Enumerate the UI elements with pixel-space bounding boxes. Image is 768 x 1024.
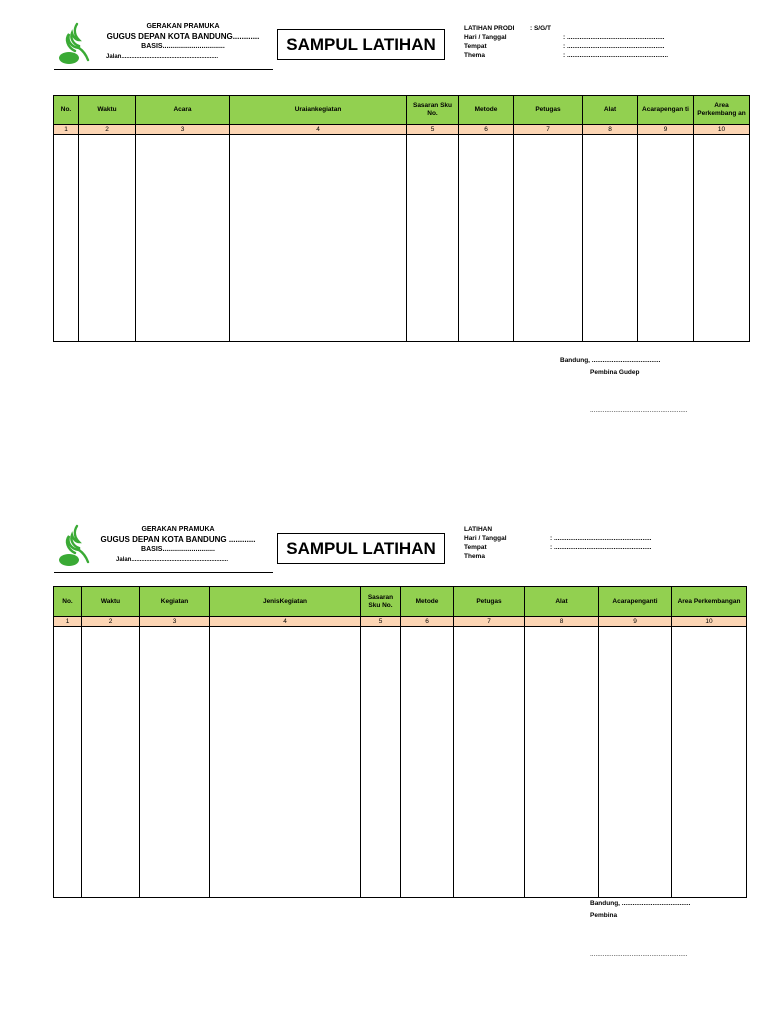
org-line-4: Jalan..........................................................	[106, 54, 219, 60]
col-header: Sasaran Sku No.	[361, 587, 401, 617]
col-header: JenisKegiatan	[210, 587, 361, 617]
entry-cell[interactable]	[210, 627, 361, 898]
entry-area	[54, 135, 750, 342]
info-label: LATIHAN	[464, 526, 493, 533]
info-row	[464, 525, 652, 534]
info-value: : ......................................................	[563, 34, 665, 41]
info-value: : ......................................................	[563, 43, 665, 50]
number-row	[54, 125, 750, 135]
col-header: Uraiankegiatan	[230, 96, 407, 125]
col-header: Petugas	[454, 587, 525, 617]
col-header: Sasaran Sku No.	[407, 96, 459, 125]
info-label: Hari / Tanggal	[464, 535, 507, 542]
col-header: Acarapenganti	[599, 587, 672, 617]
form-title: SAMPUL LATIHAN	[277, 533, 445, 564]
tunas-kelapa-logo-icon	[55, 22, 91, 66]
info-label: Thema	[464, 52, 485, 59]
col-header: No.	[54, 587, 82, 617]
org-line-4: Jalan..........................................................	[116, 557, 229, 563]
info-row	[464, 552, 652, 561]
col-number: 1	[54, 617, 82, 627]
org-header	[88, 525, 268, 565]
col-header: Acarapengan ti	[638, 96, 694, 125]
col-header: Area Perkembang an	[694, 96, 750, 125]
tunas-kelapa-logo-icon	[55, 524, 91, 568]
info-block	[464, 525, 652, 561]
entry-cell[interactable]	[136, 135, 230, 342]
col-number: 8	[525, 617, 599, 627]
info-row	[464, 42, 668, 51]
signature-role: Pembina	[590, 912, 618, 919]
org-line-3: BASIS...........................	[141, 546, 215, 553]
entry-cell[interactable]	[361, 627, 401, 898]
entry-cell[interactable]	[525, 627, 599, 898]
info-row	[464, 543, 652, 552]
org-line-1: GERAKAN PRAMUKA	[141, 526, 215, 533]
org-underline	[54, 572, 273, 573]
col-header: Alat	[583, 96, 638, 125]
number-row	[54, 617, 747, 627]
info-row	[464, 24, 668, 33]
col-number: 10	[672, 617, 747, 627]
col-header: Waktu	[79, 96, 136, 125]
info-row	[464, 33, 668, 42]
info-row	[464, 51, 668, 60]
org-line-2: GUGUS DEPAN KOTA BANDUNG............	[106, 32, 260, 41]
col-number: 5	[407, 125, 459, 135]
entry-cell[interactable]	[54, 135, 79, 342]
col-number: 9	[638, 125, 694, 135]
col-number: 5	[361, 617, 401, 627]
entry-cell[interactable]	[230, 135, 407, 342]
info-label: Tempat	[464, 544, 487, 551]
entry-cell[interactable]	[459, 135, 514, 342]
info-label: LATIHAN PRODI	[464, 25, 515, 32]
signature-place-date: Bandung, ......................................	[560, 357, 661, 364]
col-number: 10	[694, 125, 750, 135]
org-line-3: BASIS................................	[141, 43, 225, 50]
col-number: 2	[79, 125, 136, 135]
entry-cell[interactable]	[407, 135, 459, 342]
col-number: 6	[401, 617, 454, 627]
col-header: Petugas	[514, 96, 583, 125]
entry-cell[interactable]	[672, 627, 747, 898]
signature-role: Pembina Gudep	[590, 369, 640, 376]
col-number: 6	[459, 125, 514, 135]
col-header: Metode	[401, 587, 454, 617]
col-number: 9	[599, 617, 672, 627]
org-underline	[54, 69, 273, 70]
col-header: No.	[54, 96, 79, 125]
header-row	[54, 96, 750, 125]
entry-cell[interactable]	[401, 627, 454, 898]
signature-line: ......................................................	[590, 951, 688, 958]
entry-area	[54, 627, 747, 898]
col-header: Area Perkembangan	[672, 587, 747, 617]
signature-line: ......................................................	[590, 407, 688, 414]
entry-cell[interactable]	[454, 627, 525, 898]
info-value: : ......................................................	[550, 535, 652, 542]
entry-cell[interactable]	[514, 135, 583, 342]
org-header	[98, 22, 268, 62]
info-block	[464, 24, 668, 60]
entry-cell[interactable]	[82, 627, 140, 898]
info-row	[464, 534, 652, 543]
header-row	[54, 587, 747, 617]
col-header: Metode	[459, 96, 514, 125]
col-number: 2	[82, 617, 140, 627]
signature-place-date: Bandung, ......................................	[590, 900, 691, 907]
entry-cell[interactable]	[79, 135, 136, 342]
info-value: : ......................................................	[550, 544, 652, 551]
info-value: : ........................................................	[563, 52, 669, 59]
col-header: Alat	[525, 587, 599, 617]
col-number: 7	[514, 125, 583, 135]
col-header: Kegiatan	[140, 587, 210, 617]
entry-cell[interactable]	[694, 135, 750, 342]
col-number: 8	[583, 125, 638, 135]
col-number: 3	[140, 617, 210, 627]
info-label: Thema	[464, 553, 485, 560]
activity-table	[53, 586, 747, 898]
col-header: Waktu	[82, 587, 140, 617]
info-value: : S/G/T	[530, 25, 551, 32]
org-line-2: GUGUS DEPAN KOTA BANDUNG ............	[100, 535, 256, 544]
entry-cell[interactable]	[583, 135, 638, 342]
activity-table	[53, 95, 750, 342]
entry-cell[interactable]	[140, 627, 210, 898]
col-number: 4	[230, 125, 407, 135]
col-number: 3	[136, 125, 230, 135]
info-label: Hari / Tanggal	[464, 34, 507, 41]
info-label: Tempat	[464, 43, 487, 50]
col-number: 1	[54, 125, 79, 135]
org-line-1: GERAKAN PRAMUKA	[146, 23, 220, 30]
col-number: 7	[454, 617, 525, 627]
col-number: 4	[210, 617, 361, 627]
entry-cell[interactable]	[54, 627, 82, 898]
entry-cell[interactable]	[638, 135, 694, 342]
entry-cell[interactable]	[599, 627, 672, 898]
form-title: SAMPUL LATIHAN	[277, 29, 445, 60]
col-header: Acara	[136, 96, 230, 125]
